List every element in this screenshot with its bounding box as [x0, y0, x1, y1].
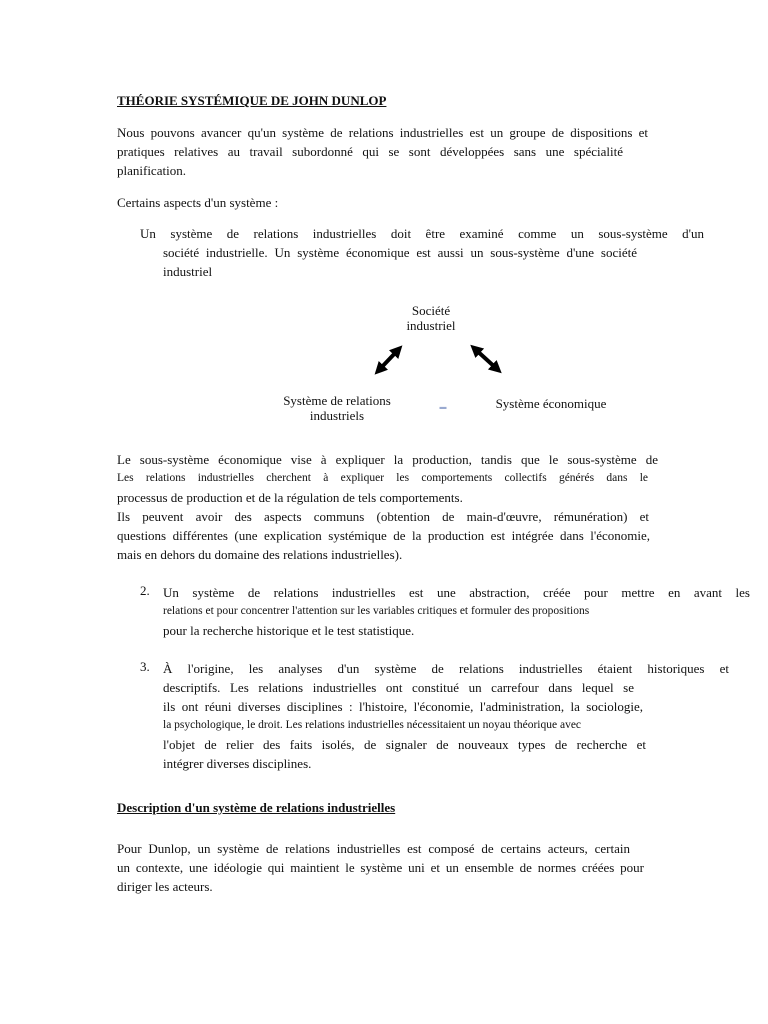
intro-line-3: planification.	[117, 163, 186, 178]
systems-diagram	[0, 290, 768, 430]
node-top-line-2: industriel	[406, 318, 456, 333]
item-3-line-3: ils ont réuni diverses disciplines : l'histoire, l'économie, l'administration, la sociologie,	[163, 699, 643, 714]
node-left-line-1: Système de relations	[283, 393, 391, 408]
final-line-1: Pour Dunlop, un système de relations industrielles est composé de certains acteurs, certain	[117, 841, 630, 856]
sub-line-5: questions différentes (une explication systémique de la production est intégrée dans l'économie,	[117, 528, 650, 543]
item-3-line-2: descriptifs. Les relations industrielles ont constitué un carrefour dans lequel se	[163, 680, 634, 695]
item-2-paragraph	[163, 583, 750, 640]
item-3-line-4: la psychologique, le droit. Les relations industrielles nécessitaient un noyau théorique avec	[163, 719, 582, 731]
section-title: Description d'un système de relations industrielles	[117, 800, 396, 815]
item-1-line-1: Un système de relations industrielles doit être examiné comme un sous-système d'un	[140, 226, 704, 241]
item-2-line-2: relations et pour concentrer l'attention sur les variables critiques et formuler des propositions	[163, 605, 590, 617]
item-3-line-6: intégrer diverses disciplines.	[163, 756, 312, 771]
arrow-right	[475, 349, 497, 369]
node-systeme-relations	[273, 393, 401, 423]
item-1-paragraph	[140, 224, 704, 281]
item-2-line-1: Un système de relations industrielles est une abstraction, créée pour mettre en avant les	[163, 585, 750, 600]
item-3-number: 3.	[140, 659, 150, 674]
node-left-line-2: industriels	[309, 408, 365, 423]
arrow-left	[379, 350, 398, 370]
node-systeme-economique: Système économique	[495, 396, 607, 411]
aspects-label: Certains aspects d'un système :	[117, 195, 279, 210]
item-2-line-3: pour la recherche historique et le test statistique.	[163, 623, 415, 638]
item-1-line-2: société industrielle. Un système économique est aussi un sous-système d'une société	[163, 245, 637, 260]
item-3-paragraph	[163, 659, 729, 773]
subsystem-paragraph	[117, 450, 658, 564]
item-3-line-5: l'objet de relier des faits isolés, de signaler de nouveaux types de recherche et	[163, 737, 646, 752]
item-1-line-3: industriel	[163, 264, 213, 279]
sub-line-4: Ils peuvent avoir des aspects communs (obtention de main-d'œuvre, rémunération) et	[117, 509, 649, 524]
document-title: THÉORIE SYSTÉMIQUE DE JOHN DUNLOP	[117, 93, 387, 108]
final-line-2: un contexte, une idéologie qui maintient le système uni et un ensemble de normes créées pour	[117, 860, 644, 875]
item-2-number: 2.	[140, 583, 150, 598]
intro-line-2: pratiques relatives au travail subordonné qui se sont développées sans une spécialité	[117, 144, 623, 159]
final-line-3: diriger les acteurs.	[117, 879, 213, 894]
final-paragraph	[117, 839, 644, 896]
sub-line-6: mais en dehors du domaine des relations industrielles).	[117, 547, 403, 562]
item-3-line-1: À l'origine, les analyses d'un système de relations industrielles étaient historiques et	[163, 661, 729, 676]
node-top-line-1: Société	[411, 303, 451, 318]
intro-line-1: Nous pouvons avancer qu'un système de relations industrielles est un groupe de dispositions et	[117, 125, 648, 140]
sub-line-2: Les relations industrielles cherchent à expliquer les comportements collectifs générés dans le	[117, 472, 648, 484]
sub-line-3: processus de production et de la régulation de tels comportements.	[117, 490, 463, 505]
middle-mark: ▬	[439, 403, 447, 411]
sub-line-1: Le sous-système économique vise à expliquer la production, tandis que le sous-système de	[117, 452, 658, 467]
intro-paragraph	[117, 123, 648, 180]
